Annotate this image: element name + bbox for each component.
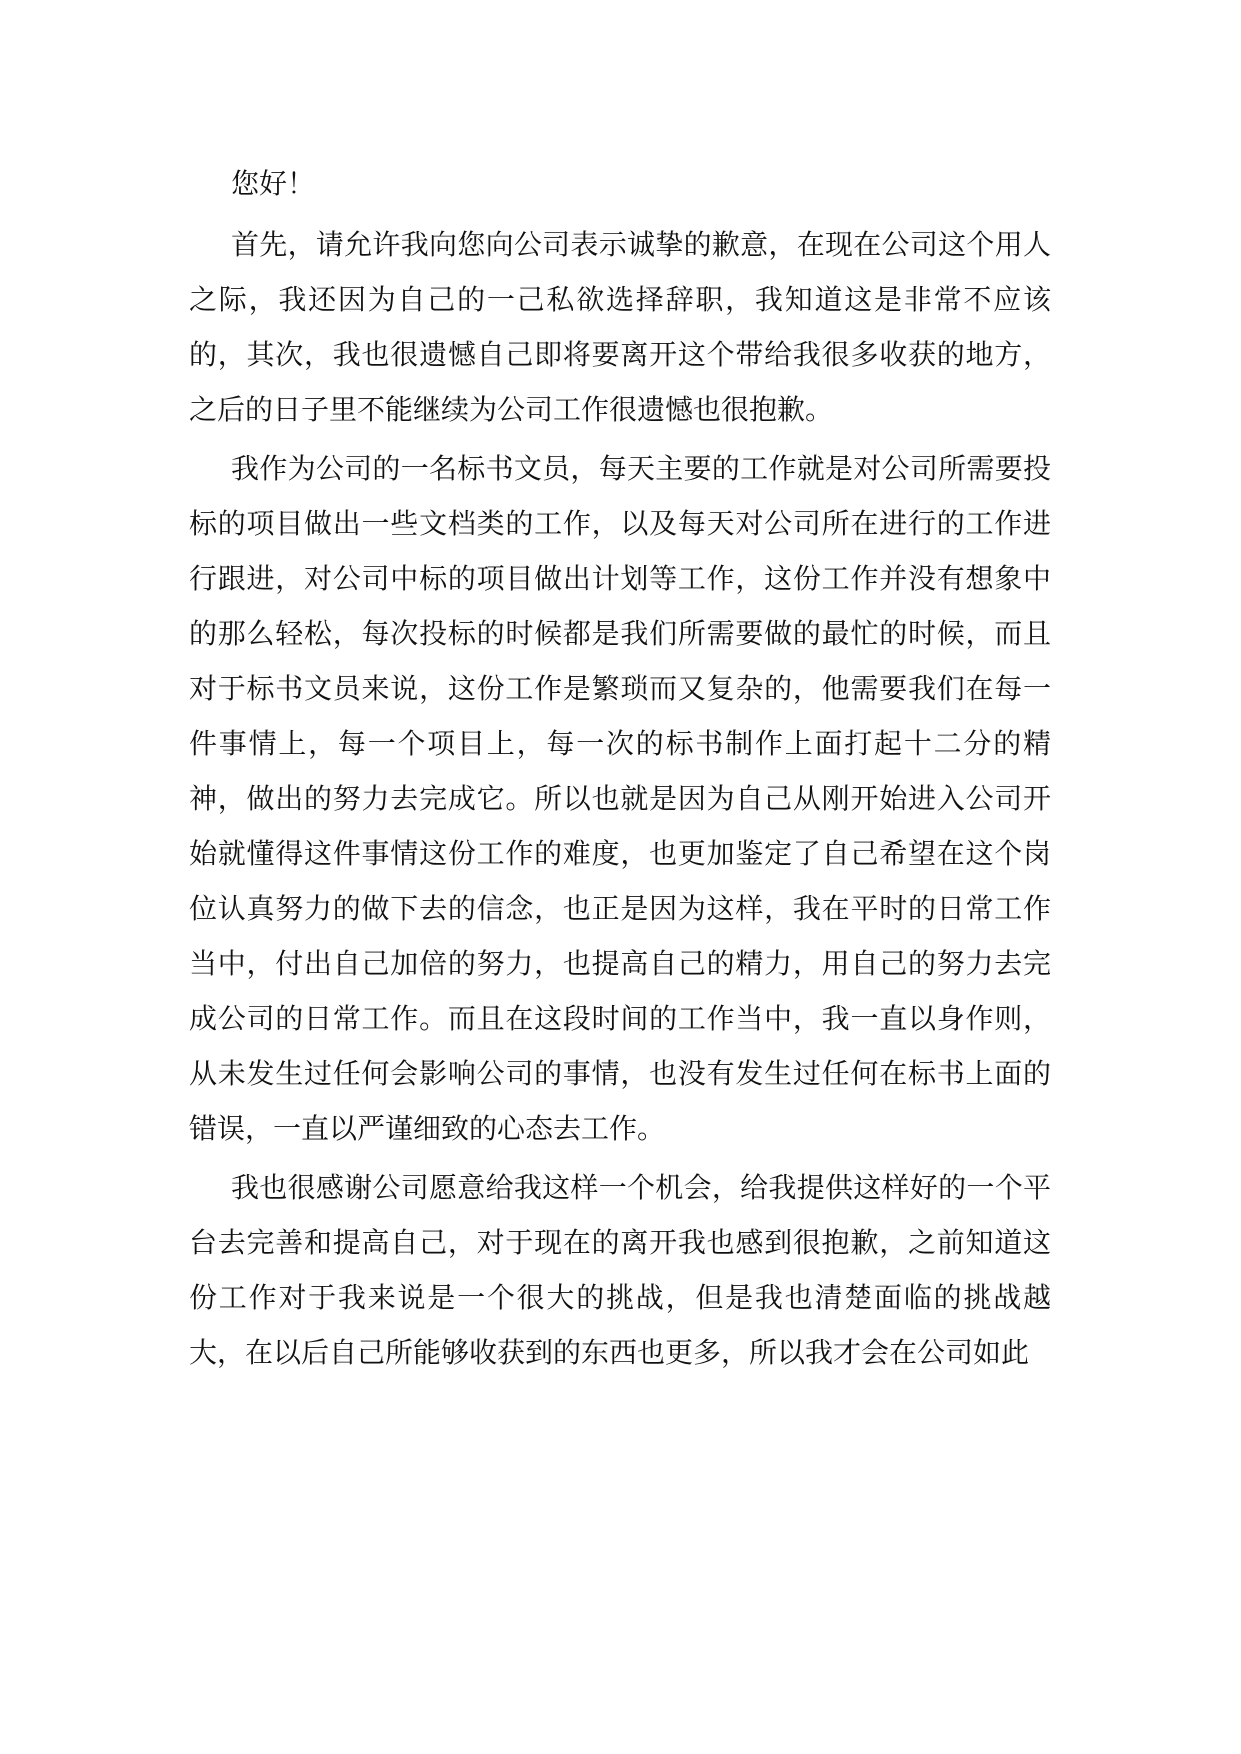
paragraph-work-description: 我作为公司的一名标书文员，每天主要的工作就是对公司所需要投标的项目做出一些文档类的工作，以及每天对公司所在进行的工作进行跟进，对公司中标的项目做出计划等工作，这份工作并没有想象中的那么轻松，每次投标的时候都是我们所需要做的最忙的时候，而且对于标书文员来说，这份工作是繁琐而又复杂的，他需要我们在每一件事情上，每一个项目上，每一次的标书制作上面打起十二分的精神，做出的努力去完成它。所以也就是因为自己从刚开始进入公司开始就懂得这件事情这份工作的难度，也更加鉴定了自己希望在这个岗位认真努力的做下去的信念，也正是因为这样，我在平时的日常工作当中，付出自己加倍的努力，也提高自己的精力，用自己的努力去完成公司的日常工作。而且在这段时间的工作当中，我一直以身作则，从未发生过任何会影响公司的事情，也没有发生过任何在标书上面的错误，一直以严谨细致的心态去工作。 [189, 452, 1051, 1145]
greeting: 您好！ [231, 167, 316, 200]
paragraph-gratitude: 我也很感谢公司愿意给我这样一个机会，给我提供这样好的一个平台去完善和提高自己，对于现在的离开我也感到很抱歉，之前知道这份工作对于我来说是一个很大的挑战，但是我也清楚面临的挑战越大，在以后自己所能够收获到的东西也更多，所以我才会在公司如此 [189, 1171, 1051, 1369]
paragraph-apology: 首先，请允许我向您向公司表示诚挚的歉意，在现在公司这个用人之际，我还因为自己的一己私欲选择辞职，我知道这是非常不应该的，其次，我也很遗憾自己即将要离开这个带给我很多收获的地方，之后的日子里不能继续为公司工作很遗憾也很抱歉。 [189, 228, 1051, 426]
letter-body [189, 156, 1051, 1384]
